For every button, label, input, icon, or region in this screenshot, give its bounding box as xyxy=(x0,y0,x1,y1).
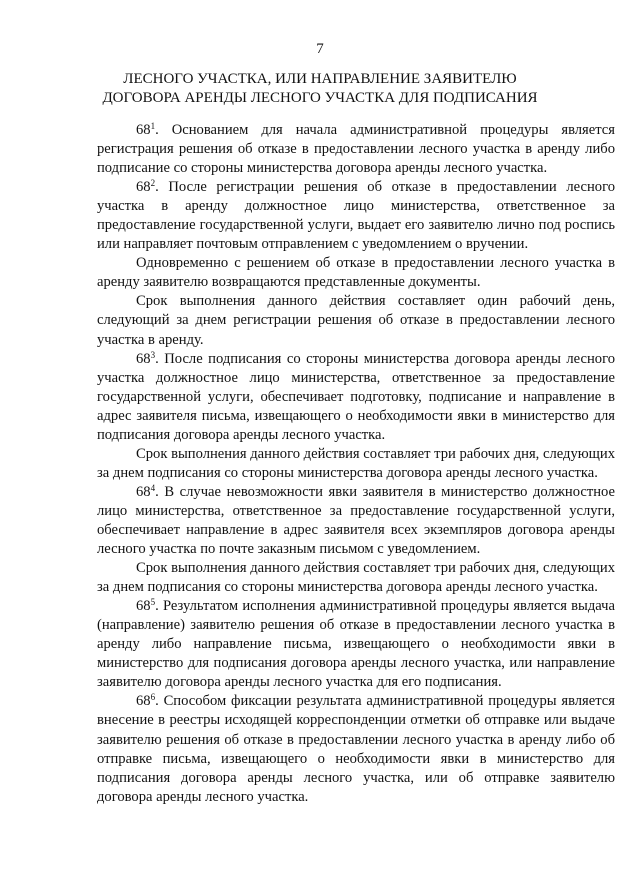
paragraph-text: В случае невозможности явки заявителя в министерство должностное лицо министерства, ответственное за предоставление государственной услуги, обеспечивает направление в адрес заявителя всех экземпляров договора аренды лесного участка по почте заказным письмом с уведомлением. xyxy=(97,483,615,558)
page-number: 7 xyxy=(316,41,324,57)
paragraph-number: $68^1$. xyxy=(136,121,159,138)
section-title: ЛЕСНОГО УЧАСТКА, ИЛИ НАПРАВЛЕНИЕ ЗАЯВИТЕЛЮ ДОГОВОРА АРЕНДЫ ЛЕСНОГО УЧАСТКА ДЛЯ ПОДПИСАНИЯ xyxy=(102,71,538,106)
paragraph-text: Срок выполнения данного действия составляет три рабочих дня, следующих за днем подписания со стороны министерства договора аренды лесного участка. xyxy=(97,445,615,481)
paragraph-number: $68^2$. xyxy=(136,178,159,196)
paragraph-68-3 xyxy=(97,350,615,445)
paragraph-text: Срок выполнения данного действия составляет один рабочий день, следующий за днем регистрации решения об отказе в предоставлении лесного участка в аренду. xyxy=(97,293,615,348)
paragraph-text: После подписания со стороны министерства договора аренды лесного участка должностное лицо министерства, ответственное за предоставление государственной услуги, обеспечивает подготовку, подписание и направление в адрес заявителя письма, извещающего о необходимости явки в министерство для подписания договора аренды лесного участка. xyxy=(97,350,615,443)
paragraph-text: Срок выполнения данного действия составляет три рабочих дня, следующих за днем подписания со стороны министерства договора аренды лесного участка. xyxy=(97,560,615,596)
paragraph-text: Результатом исполнения административной процедуры является выдача (направление) заявителю решения об отказе в предоставлении лесного участка в аренду либо направление письма, извещающего о необходимости явки в министерство для подписания договора аренды лесного участка, или направление заявителю договора аренды лесного участка для его подписания. xyxy=(97,598,615,691)
paragraph-text: Способом фиксации результата административной процедуры является внесение в реестры исходящей корреспонденции отметки об отправке или выдаче заявителю решения об отказе в предоставлении лесного участка в аренду либо об отправке письма, извещающего о необходимости явки в министерство для подписания договора аренды лесного участка, или об отправке заявителю договора аренды лесного участка. xyxy=(97,693,615,805)
paragraph-68-4 xyxy=(97,483,615,559)
paragraph-term-three-days-2 xyxy=(97,559,615,597)
paragraph-term-one-day xyxy=(97,292,615,349)
paragraph-documents-returned xyxy=(97,254,615,292)
paragraph-68-6 xyxy=(97,692,615,806)
paragraph-text: Основанием для начала административной процедуры является регистрация решения об отказе в предоставлении лесного участка в аренду либо подписание со стороны министерства договора аренды лесного участка. xyxy=(97,122,615,177)
paragraph-68-1 xyxy=(97,121,615,178)
paragraph-term-three-days-1 xyxy=(97,445,615,483)
paragraph-number: $68^4$. xyxy=(136,482,159,500)
paragraph-68-2 xyxy=(97,178,615,254)
paragraph-text: Одновременно с решением об отказе в предоставлении лесного участка в аренду заявителю возвращаются представленные документы. xyxy=(97,255,615,291)
paragraph-number: $68^5$. xyxy=(136,597,159,615)
paragraph-number: $68^6$. xyxy=(136,692,159,710)
paragraph-number: $68^3$. xyxy=(136,349,159,367)
paragraph-text: После регистрации решения об отказе в предоставлении лесного участка в аренду должностное лицо министерства, ответственное за предоставление государственной услуги, выдает его заявителю лично под роспись или направляет почтовым отправлением с уведомлением о вручении. xyxy=(97,179,615,253)
paragraph-68-5 xyxy=(97,597,615,692)
document-body xyxy=(97,121,615,807)
